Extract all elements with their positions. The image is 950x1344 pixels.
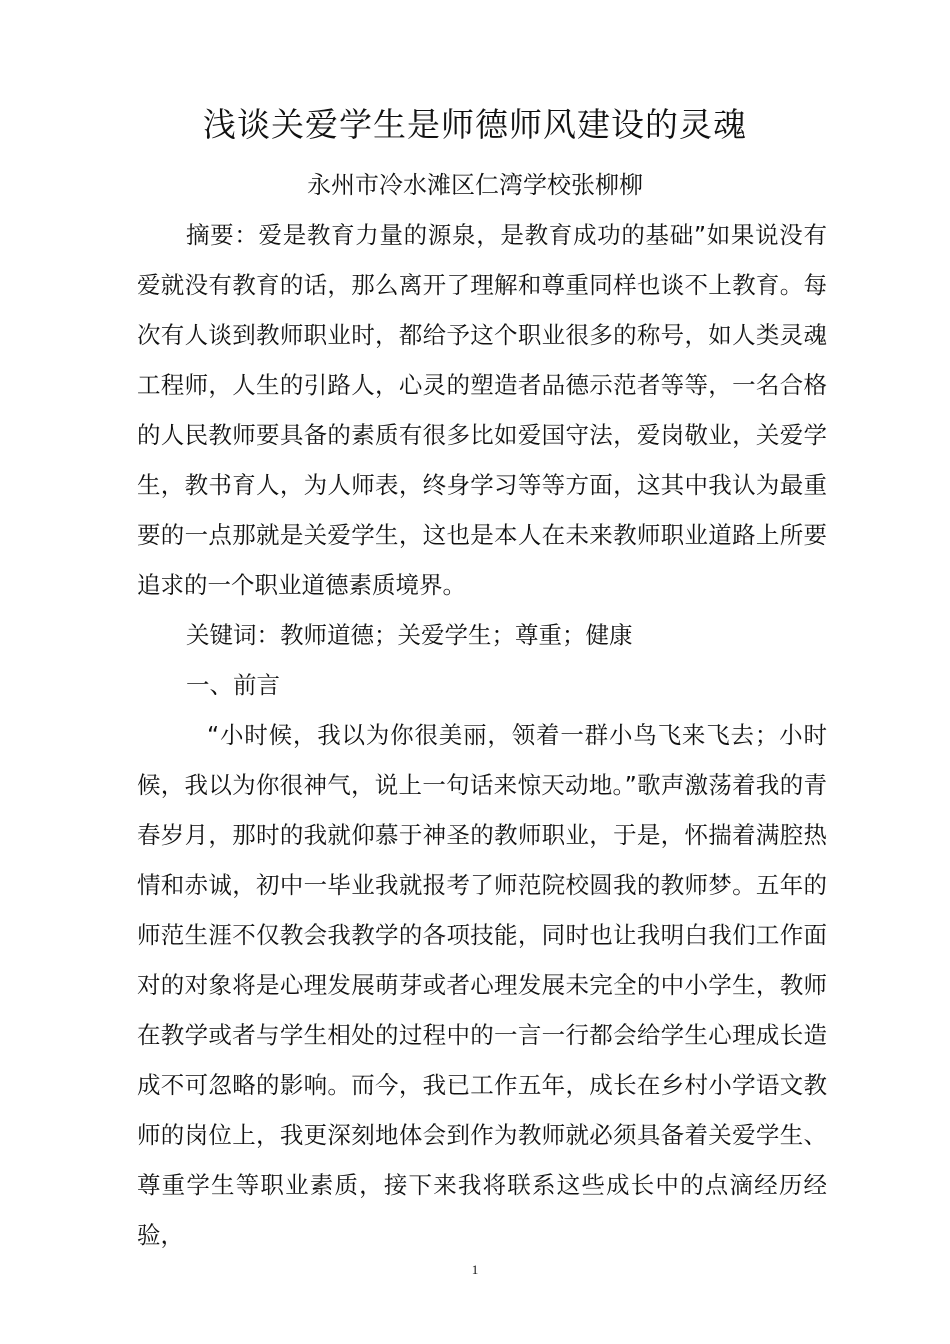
abstract-paragraph: 摘要：爱是教育力量的源泉，是教育成功的基础”如果说没有爱就没有教育的话，那么离开了理解和尊重同样也谈不上教育。每次有人谈到教师职业时，都给予这个职业很多的称号，如人类灵魂工程师，人生的引路人，心灵的塑造者品德示范者等等，一名合格的人民教师要具备的素质有很多比如爱国守法，爱岗敬业，关爱学生，教书育人，为人师表，终身学习等等方面，这其中我认为最重要的一点那就是关爱学生，这也是本人在未来教师职业道路上所要追求的一个职业道德素质境界。 [137,221,827,599]
section-heading: 一、前言 [186,671,280,699]
body-paragraph: “小时候，我以为你很美丽，领着一群小鸟飞来飞去；小时候，我以为你很神气，说上一句话来惊天动地。”歌声激荡着我的青春岁月，那时的我就仰慕于神圣的教师职业，于是，怀揣着满腔热情和赤诚，初中一毕业我就报考了师范院校圆我的教师梦。五年的师范生涯不仅教会我教学的各项技能，同时也让我明白我们工作面对的对象将是心理发展萌芽或者心理发展未完全的中小学生，教师在教学或者与学生相处的过程中的一言一行都会给学生心理成长造成不可忽略的影响。而今，我已工作五年，成长在乡村小学语文教师的岗位上，我更深刻地体会到作为教师就必须具备着关爱学生、尊重学生等职业素质，接下来我将联系这些成长中的点滴经历经验， [137,721,827,1249]
page-number: 1 [471,1262,479,1277]
author-line: 永州市冷水滩区仁湾学校张柳柳 [307,171,643,199]
document-title: 浅谈关爱学生是师德师风建设的灵魂 [203,105,747,144]
keywords-line: 关键词：教师道德；关爱学生；尊重；健康 [186,621,633,649]
